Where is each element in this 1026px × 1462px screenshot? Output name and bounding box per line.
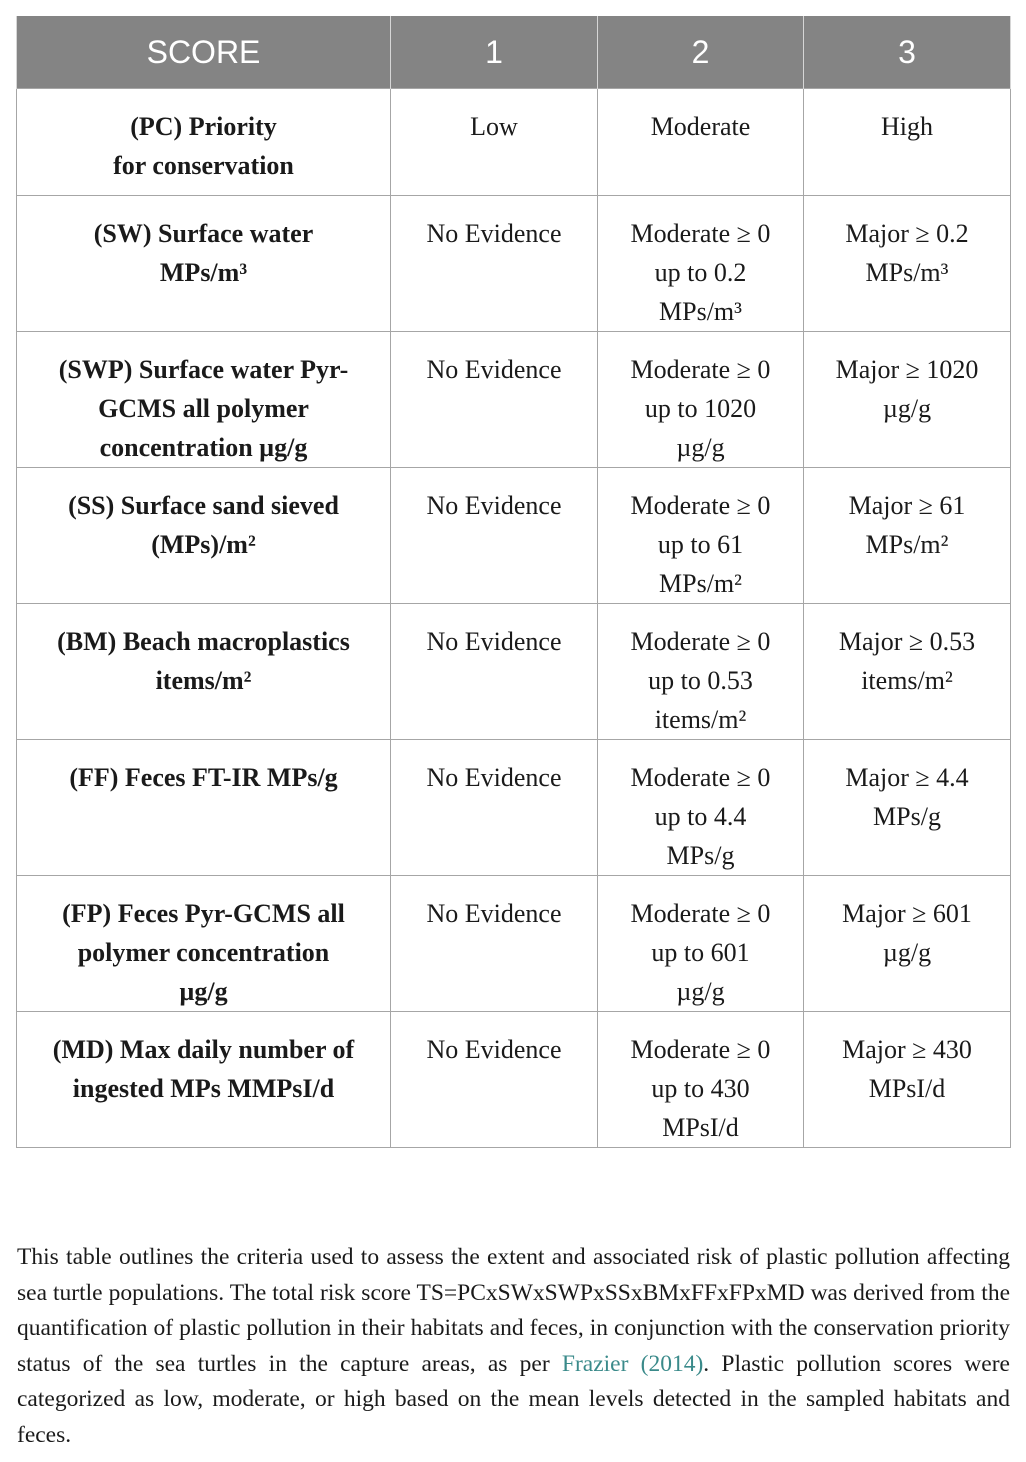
cell-line: Moderate ≥ 0 (630, 355, 771, 384)
cell-line: Moderate ≥ 0 (630, 899, 771, 928)
cell-line: µg/g (676, 433, 725, 462)
score-1-cell (391, 332, 598, 468)
cell-line: MPsI/d (662, 1113, 739, 1142)
cell-line: No Evidence (426, 763, 562, 792)
cell-line: MPs/m³ (159, 258, 248, 287)
score-3-cell (804, 740, 1011, 876)
cell-line: Moderate ≥ 0 (630, 491, 771, 520)
cell-line: Major ≥ 0.53 (838, 627, 976, 656)
score-2-cell (598, 604, 804, 740)
score-2-cell (598, 332, 804, 468)
citation-link[interactable]: Frazier (2014) (561, 1350, 704, 1377)
score-1-cell (391, 876, 598, 1012)
cell-line: (MD) Max daily number of (52, 1035, 355, 1064)
cell-line: MPs/g (666, 841, 735, 870)
score-3-cell (804, 196, 1011, 332)
table-row (17, 332, 1011, 468)
cell-line: µg/g (882, 394, 932, 423)
score-1-cell (391, 1012, 598, 1148)
scoring-table (16, 16, 1011, 1148)
cell-line: No Evidence (426, 355, 562, 384)
criterion-label (17, 89, 391, 196)
cell-line: (PC) Priority (130, 112, 277, 141)
cell-line: (BM) Beach macroplastics (57, 627, 350, 656)
cell-line: Major ≥ 4.4 (845, 763, 969, 792)
criterion-label (17, 740, 391, 876)
header-score-3: 3 (804, 16, 1011, 89)
cell-line: MPsI/d (868, 1074, 946, 1103)
table-row (17, 604, 1011, 740)
cell-line: Moderate (650, 112, 751, 141)
score-3-cell (804, 468, 1011, 604)
cell-line: Major ≥ 61 (848, 491, 966, 520)
cell-line: Major ≥ 601 (842, 899, 972, 928)
cell-line: items/m² (861, 666, 953, 695)
cell-line: MPs/m³ (865, 258, 949, 287)
criterion-label (17, 604, 391, 740)
cell-line: up to 430 (651, 1074, 750, 1103)
score-1-cell (391, 604, 598, 740)
cell-line: for conservation (113, 151, 294, 180)
table-row (17, 196, 1011, 332)
table-row (17, 89, 1011, 196)
cell-line: MPs/m² (865, 530, 949, 559)
header-score-1: 1 (391, 16, 598, 89)
score-3-cell (804, 332, 1011, 468)
cell-line: (FF) Feces FT-IR MPs/g (69, 763, 338, 792)
cell-line: Moderate ≥ 0 (630, 219, 771, 248)
score-2-cell (598, 1012, 804, 1148)
cell-line: MPs/m³ (659, 297, 742, 326)
cell-line: (MPs)/m² (151, 530, 256, 559)
cell-line: (FP) Feces Pyr-GCMS all (62, 899, 345, 928)
cell-line: concentration µg/g (99, 433, 308, 462)
score-2-cell (598, 876, 804, 1012)
score-2-cell (598, 196, 804, 332)
score-1-cell (391, 468, 598, 604)
cell-line: (SWP) Surface water Pyr- (58, 355, 349, 384)
cell-line: ingested MPs MMPsI/d (72, 1074, 335, 1103)
score-2-cell (598, 89, 804, 196)
score-2-cell (598, 740, 804, 876)
cell-line: Major ≥ 430 (842, 1035, 972, 1064)
table-row (17, 468, 1011, 604)
score-2-cell (598, 468, 804, 604)
cell-line: polymer concentration (77, 938, 330, 967)
cell-line: up to 4.4 (654, 802, 747, 831)
scoring-table-container (16, 16, 1010, 1148)
cell-line: µg/g (179, 977, 228, 1006)
cell-line: µg/g (676, 977, 725, 1006)
cell-line: No Evidence (426, 899, 562, 928)
cell-line: Moderate ≥ 0 (630, 763, 771, 792)
cell-line: No Evidence (426, 627, 562, 656)
table-row (17, 1012, 1011, 1148)
header-score-2: 2 (598, 16, 804, 89)
score-3-cell (804, 876, 1011, 1012)
caption-text-end: . Plastic pollution scores were categorized as low, moderate, or high based on the mean levels detected in the sampled habitats and feces. (17, 1350, 1010, 1448)
score-3-cell (804, 604, 1011, 740)
cell-line: High (881, 112, 933, 141)
cell-line: up to 61 (657, 530, 744, 559)
score-3-cell (804, 1012, 1011, 1148)
caption-text-start: This table outlines the criteria used to assess the extent and associated risk of plastic pollution affecting sea turtle populations. The total risk score TS=PCxSWxSWPxSSxBMxFFxFPxMD was derived from the quantification of plastic pollution in their habitats and feces, in conjunction with the conservation priority status of the sea turtles in the capture areas, as per (17, 1244, 1010, 1377)
cell-line: up to 1020 (644, 394, 757, 423)
cell-line: up to 0.53 (648, 666, 753, 695)
cell-line: (SW) Surface water (93, 219, 314, 248)
table-caption (17, 1240, 1010, 1453)
table-row (17, 740, 1011, 876)
header-score: SCORE (17, 16, 391, 89)
cell-line: No Evidence (426, 491, 562, 520)
cell-line: up to 601 (651, 938, 750, 967)
score-1-cell (391, 740, 598, 876)
cell-line: No Evidence (426, 219, 562, 248)
cell-line: items/m² (155, 666, 252, 695)
cell-line: Major ≥ 0.2 (845, 219, 969, 248)
table-header-row (17, 16, 1011, 89)
table-row (17, 876, 1011, 1012)
cell-line: Moderate ≥ 0 (630, 627, 771, 656)
criterion-label (17, 1012, 391, 1148)
cell-line: µg/g (882, 938, 932, 967)
criterion-label (17, 876, 391, 1012)
criterion-label (17, 468, 391, 604)
cell-line: Moderate ≥ 0 (630, 1035, 771, 1064)
score-3-cell (804, 89, 1011, 196)
criterion-label (17, 332, 391, 468)
score-1-cell (391, 89, 598, 196)
score-1-cell (391, 196, 598, 332)
cell-line: up to 0.2 (654, 258, 747, 287)
cell-line: items/m² (654, 705, 747, 734)
cell-line: MPs/m² (659, 569, 742, 598)
cell-line: No Evidence (426, 1035, 562, 1064)
cell-line: MPs/g (873, 802, 941, 831)
cell-line: Major ≥ 1020 (835, 355, 979, 384)
criterion-label (17, 196, 391, 332)
cell-line: (SS) Surface sand sieved (68, 491, 339, 520)
cell-line: GCMS all polymer (98, 394, 309, 423)
cell-line: Low (470, 112, 518, 141)
